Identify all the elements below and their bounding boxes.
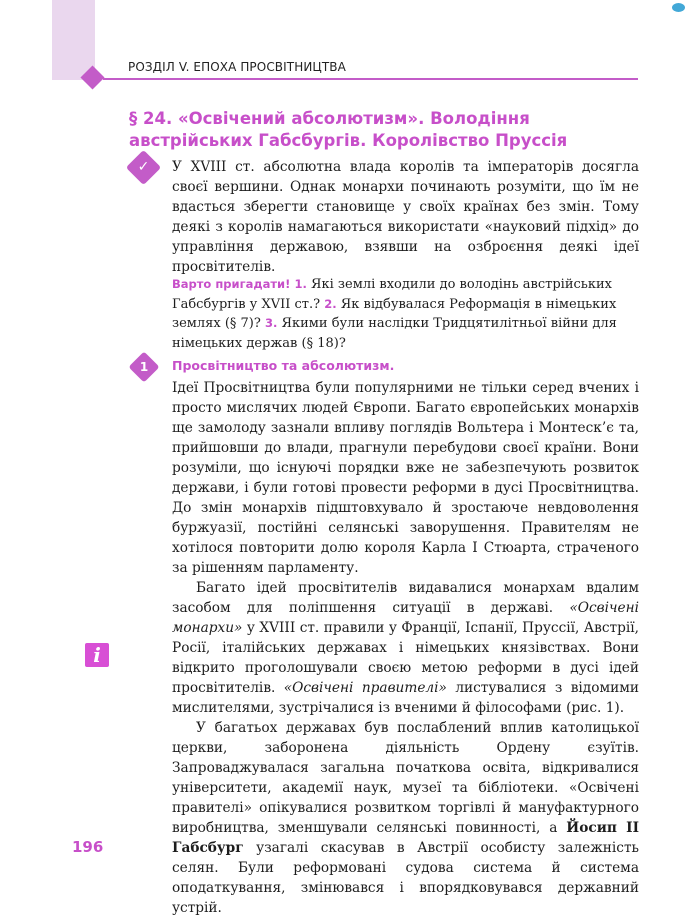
recall-question: Якими були наслідки Тридцятилітньої війни для німецьких держав (§ 18)? bbox=[172, 316, 617, 351]
subsection-title: Просвітництво та абсолютизм. bbox=[172, 358, 395, 373]
recall-number: 1. bbox=[294, 277, 307, 291]
body-text: У багатьох державах був послаблений вплив католицької церкви, заборонена діяльність Ордену єзуїтів. Запроваджувалася загальна початкова освіта, відкривалися університети, академії наук, музеї та бібліотеки. «Освічені правителі» опікувалися розвитком торгівлі й мануфактурного виробництва, зменшували селянські повинності, а bbox=[172, 720, 639, 836]
recall-number: 2. bbox=[324, 296, 337, 311]
body-paragraph-1: Ідеї Просвітництва були популярними не тільки серед вчених і просто мислячих людей Європи. Багато європейських монархів ще замолоду зазнали впливу поглядів Вольтера і Монтеск’є та, прийшовши до влади, прагнули перебудови своєї країни. Вони розуміли, що існуючі порядки вже не забезпечують розвиток держави, і були готові провести реформи в дусі Просвітництва. До змін монархів підштовхувало й зростаюче невдоволення буржуазії, постійні селянські заворушення. Правителям не хотілося повторити долю короля Карла І Стюарта, страченого за рішенням парламенту. bbox=[172, 380, 639, 576]
recall-question: Які землі входили до володінь австрійських Габсбургів у XVII ст.? bbox=[172, 277, 612, 312]
paragraph-title: § 24. «Освічений абсолютизм». Володіння австрійських Габсбургів. Королівство Пруссія bbox=[129, 109, 568, 150]
publisher-logo-icon bbox=[672, 3, 685, 12]
section-header: РОЗДІЛ V. ЕПОХА ПРОСВІТНИЦТВА bbox=[128, 60, 346, 74]
subsection-number: 1 bbox=[139, 360, 149, 374]
body-text: Багато ідей просвітителів видавалися монархам вдалим засобом для поліпшення ситуації в державі. bbox=[172, 580, 639, 616]
info-icon: i bbox=[85, 643, 109, 667]
header-divider bbox=[103, 78, 638, 80]
recall-label: Варто пригадати! bbox=[172, 277, 291, 291]
page-number: 196 bbox=[72, 838, 104, 856]
recall-number: 3. bbox=[264, 316, 278, 330]
recall-block bbox=[172, 275, 639, 353]
intro-text: У XVIII ст. абсолютна влада королів та імператорів досягла своєї вершини. Однак монархи починають розуміти, що їм не вдасться зберегти становище у своїх країнах без змін. Тому деякі з королів намагаються використати «науковий підхід» до управління державою, взявши на озброєння деякі ідеї просвітителів. bbox=[172, 159, 639, 275]
check-mark-icon: ✓ bbox=[137, 159, 150, 175]
body-paragraph-2 bbox=[172, 578, 639, 718]
main-body bbox=[172, 378, 639, 918]
body-text: у XVIII ст. правили у Франції, Іспанії, Пруссії, Австрії, Росії, італійських державах і німецьких князівствах. Вони відкрито проголошували своєю метою реформи в дусі ідей просвітителів. bbox=[172, 620, 639, 696]
name-joseph-ii: Йосип ІІ Габсбург bbox=[172, 820, 639, 856]
recall-question: Як відбувалася Реформація в німецьких землях (§ 7)? bbox=[172, 296, 617, 331]
body-text: узагалі скасував в Австрії особисту залежність селян. Були реформовані судова система й система оподаткування, змінювався і впорядковувався державний устрій. bbox=[172, 840, 639, 916]
body-paragraph-3 bbox=[172, 718, 639, 918]
term-enlightened-monarchs: «Освічені монархи» bbox=[172, 600, 639, 636]
term-enlightened-rulers: «Освічені правителі» bbox=[283, 680, 447, 696]
body-text: листувалися з відомими мислителями, зустрічалися із вченими й філософами (рис. 1). bbox=[172, 680, 640, 716]
